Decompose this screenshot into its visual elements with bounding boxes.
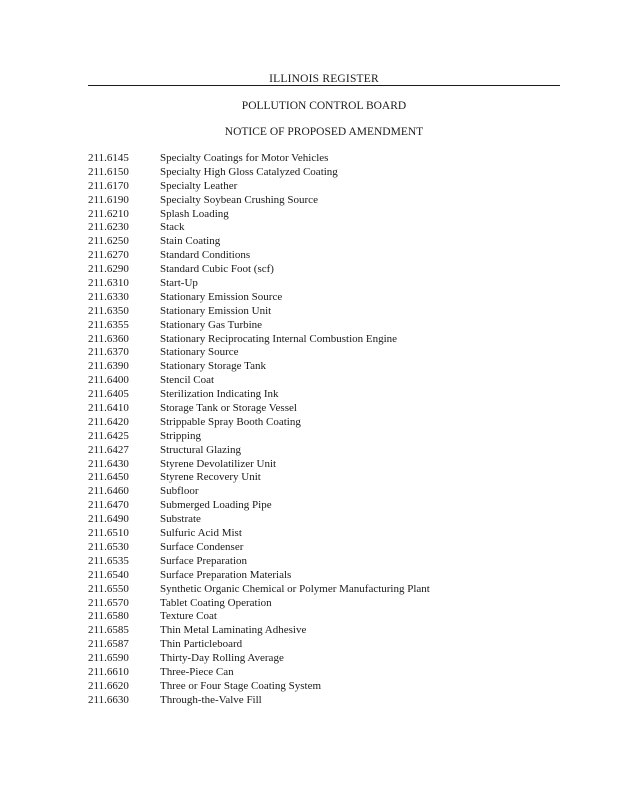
register-title: ILLINOIS REGISTER: [269, 73, 379, 85]
section-term: Specialty Coatings for Motor Vehicles: [160, 152, 329, 164]
section-entry: [88, 569, 568, 583]
section-term: Thirty-Day Rolling Average: [160, 652, 284, 665]
section-entry: [88, 374, 568, 388]
section-term: Stationary Source: [160, 346, 239, 359]
section-entry: [88, 249, 568, 263]
section-term: Texture Coat: [160, 610, 217, 623]
section-entry: [88, 277, 568, 291]
section-term: Stationary Emission Unit: [160, 304, 272, 317]
section-entry: [88, 694, 568, 708]
section-term: Standard Conditions: [160, 249, 251, 262]
section-entry: [88, 444, 568, 458]
section-number: 211.6490: [88, 513, 129, 526]
section-entry: [88, 652, 568, 666]
section-entry: [88, 583, 568, 597]
section-entry: [88, 541, 568, 555]
section-term: Synthetic Organic Chemical or Polymer Manufacturing Plant: [160, 582, 430, 595]
section-number: 211.6510: [88, 527, 129, 540]
section-term: Surface Preparation Materials: [160, 568, 292, 581]
section-number: 211.6420: [88, 415, 129, 428]
section-number: 211.6610: [88, 665, 129, 678]
section-number: 211.6585: [88, 624, 129, 637]
section-entry: [88, 471, 568, 485]
section-number: 211.6290: [88, 263, 129, 276]
section-term: Splash Loading: [160, 207, 229, 220]
section-entry: [88, 333, 568, 347]
section-number: 211.6270: [88, 249, 129, 262]
section-term: Stationary Storage Tank: [160, 360, 266, 373]
section-number: 211.6330: [88, 290, 129, 303]
section-number: 211.6427: [88, 443, 129, 456]
notice-title: NOTICE OF PROPOSED AMENDMENT: [224, 126, 424, 138]
section-term: Sterilization Indicating Ink: [160, 388, 279, 401]
page-header: [88, 72, 560, 88]
section-entry: [88, 430, 568, 444]
section-entry: [88, 624, 568, 638]
section-number: 211.6390: [88, 360, 129, 373]
section-term: Surface Preparation: [160, 554, 248, 567]
section-entry: [88, 291, 568, 305]
section-entry: [88, 597, 568, 611]
section-entry: [88, 513, 568, 527]
section-number: 211.6145: [88, 152, 129, 164]
section-number: 211.6450: [88, 471, 129, 484]
section-number: 211.6400: [88, 374, 129, 387]
section-number: 211.6620: [88, 679, 129, 692]
section-term: Stencil Coat: [160, 374, 215, 387]
section-number: 211.6587: [88, 638, 129, 651]
section-term: Stationary Emission Source: [160, 290, 283, 303]
section-entry: [88, 360, 568, 374]
section-term: Stripping: [160, 429, 201, 442]
section-entry: [88, 235, 568, 249]
section-entry: [88, 166, 568, 180]
section-number: 211.6535: [88, 554, 129, 567]
section-number: 211.6460: [88, 485, 129, 498]
section-term: Standard Cubic Foot (scf): [160, 263, 274, 276]
section-number: 211.6360: [88, 332, 129, 345]
section-number: 211.6190: [88, 193, 129, 206]
section-term: Thin Metal Laminating Adhesive: [160, 624, 307, 637]
section-number: 211.6210: [88, 207, 129, 220]
section-number: 211.6550: [88, 582, 129, 595]
section-entry: [88, 305, 568, 319]
section-entry: [88, 610, 568, 624]
section-term: Styrene Devolatilizer Unit: [160, 457, 277, 470]
section-number: 211.6350: [88, 304, 129, 317]
section-entry: [88, 458, 568, 472]
section-number: 211.6580: [88, 610, 129, 623]
section-term: Stationary Gas Turbine: [160, 318, 263, 331]
board-name: POLLUTION CONTROL BOARD: [241, 100, 407, 112]
section-term: Storage Tank or Storage Vessel: [160, 402, 297, 415]
section-number: 211.6230: [88, 221, 129, 234]
section-term: Stack: [160, 221, 185, 234]
section-number: 211.6540: [88, 568, 129, 581]
section-term: Substrate: [160, 513, 201, 526]
section-number: 211.6410: [88, 402, 129, 415]
section-term: Specialty Leather: [160, 179, 238, 192]
section-entry: [88, 388, 568, 402]
section-number: 211.6470: [88, 499, 129, 512]
section-term: Specialty Soybean Crushing Source: [160, 193, 318, 206]
section-term: Start-Up: [160, 277, 198, 290]
section-entry: [88, 194, 568, 208]
section-term: Three or Four Stage Coating System: [160, 679, 322, 692]
section-entry: [88, 180, 568, 194]
section-entry: [88, 208, 568, 222]
section-entry: [88, 527, 568, 541]
section-entry: [88, 319, 568, 333]
section-list: [88, 152, 568, 708]
section-term: Stain Coating: [160, 235, 221, 248]
section-number: 211.6250: [88, 235, 129, 248]
section-term: Sulfuric Acid Mist: [160, 527, 242, 540]
section-number: 211.6425: [88, 429, 129, 442]
section-term: Tablet Coating Operation: [160, 596, 272, 609]
section-entry: [88, 402, 568, 416]
section-term: Strippable Spray Booth Coating: [160, 415, 301, 428]
section-term: Stationary Reciprocating Internal Combustion Engine: [160, 332, 398, 345]
section-number: 211.6370: [88, 346, 129, 359]
section-number: 211.6405: [88, 388, 129, 401]
section-entry: [88, 499, 568, 513]
section-term: Submerged Loading Pipe: [160, 499, 272, 512]
section-number: 211.6630: [88, 693, 129, 706]
section-number: 211.6430: [88, 457, 129, 470]
section-term: Styrene Recovery Unit: [160, 471, 261, 484]
section-term: Subfloor: [160, 485, 199, 498]
section-entry: [88, 666, 568, 680]
section-entry: [88, 555, 568, 569]
section-entry: [88, 638, 568, 652]
section-term: Three-Piece Can: [160, 665, 234, 678]
section-entry: [88, 416, 568, 430]
section-entry: [88, 680, 568, 694]
section-term: Surface Condenser: [160, 540, 244, 553]
section-entry: [88, 346, 568, 360]
section-number: 211.6150: [88, 165, 129, 178]
section-number: 211.6355: [88, 318, 129, 331]
section-number: 211.6170: [88, 179, 129, 192]
section-number: 211.6530: [88, 540, 129, 553]
section-term: Through-the-Valve Fill: [160, 693, 262, 706]
section-entry: [88, 152, 568, 166]
section-term: Specialty High Gloss Catalyzed Coating: [160, 165, 338, 178]
section-entry: [88, 485, 568, 499]
section-entry: [88, 263, 568, 277]
section-term: Structural Glazing: [160, 443, 241, 456]
section-entry: [88, 221, 568, 235]
section-number: 211.6590: [88, 652, 129, 665]
header-rule: [88, 85, 560, 86]
section-term: Thin Particleboard: [160, 638, 243, 651]
section-number: 211.6310: [88, 277, 129, 290]
section-number: 211.6570: [88, 596, 129, 609]
